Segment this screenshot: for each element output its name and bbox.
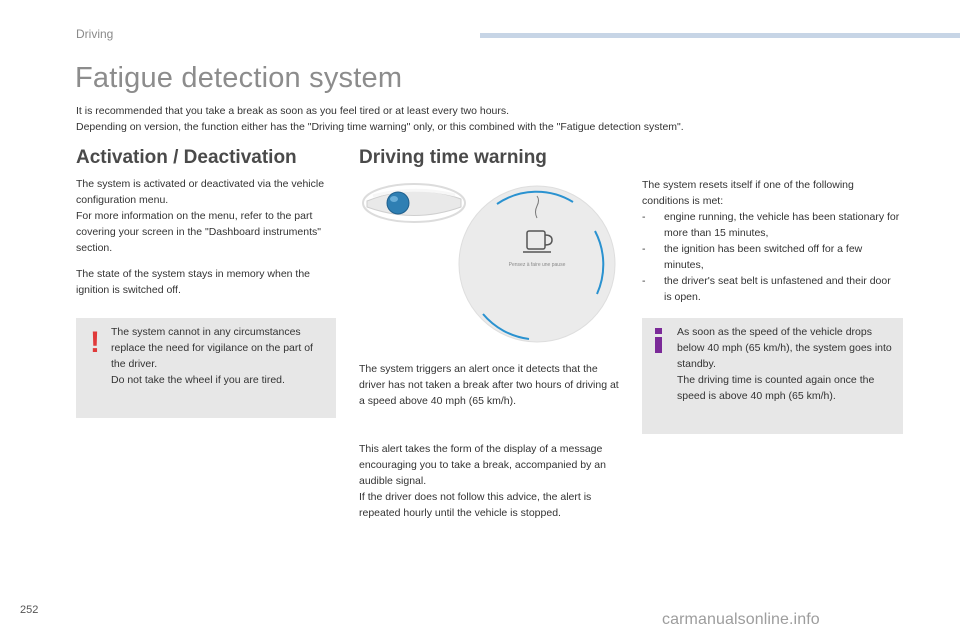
driving-time-para-3: If the driver does not follow this advice, the alert is repeated hourly until the vehicle is stopped. <box>359 491 592 519</box>
activation-text <box>76 176 336 298</box>
warning-line-1: The system cannot in any circumstances replace the need for vigilance on the part of the driver. <box>111 326 313 370</box>
reset-conditions-list <box>642 209 900 305</box>
intro-line-2: Depending on version, the function either has the "Driving time warning" only, or this combined with the "Fatigue detection system". <box>76 121 684 133</box>
intro-text <box>76 103 936 135</box>
warning-icon: ! <box>90 326 100 359</box>
driving-time-para-2: This alert takes the form of the display of a message encouraging you to take a break, accompanied by an audible signal. <box>359 443 606 487</box>
driving-time-text <box>359 441 609 521</box>
driving-time-para-1: The system triggers an alert once it detects that the driver has not taken a break after two hours of driving at a speed above 40 mph (65 km/h). <box>359 363 619 407</box>
info-box <box>642 318 903 434</box>
reset-condition-item: - the ignition has been switched off for a few minutes, <box>642 241 900 273</box>
page-title: Fatigue detection system <box>75 62 403 94</box>
section-label: Driving <box>76 27 114 41</box>
stalk-control <box>363 184 465 222</box>
info-icon <box>655 328 662 353</box>
activation-heading: Activation / Deactivation <box>76 147 297 168</box>
activation-para-1: The system is activated or deactivated via the vehicle configuration menu. <box>76 178 325 206</box>
warning-box <box>76 318 336 418</box>
driving-time-heading: Driving time warning <box>359 147 547 168</box>
info-text <box>677 324 897 404</box>
watermark: carmanualsonline.info <box>662 611 820 628</box>
header-accent-bar <box>480 33 960 38</box>
reset-condition-item: - engine running, the vehicle has been stationary for more than 15 minutes, <box>642 209 900 241</box>
info-line-2: The driving time is counted again once the speed is above 40 mph (65 km/h). <box>677 374 875 402</box>
warning-line-2: Do not take the wheel if you are tired. <box>111 374 285 386</box>
reset-text <box>642 177 900 305</box>
info-line-1: As soon as the speed of the vehicle drops below 40 mph (65 km/h), the system goes into standby. <box>677 326 892 370</box>
warning-text <box>111 324 329 388</box>
illustration-message: Pensez à faire une pause <box>508 262 566 268</box>
intro-line-1: It is recommended that you take a break as soon as you feel tired or at least every two hours. <box>76 105 510 117</box>
page-number: 252 <box>20 604 39 616</box>
activation-para-2: For more information on the menu, refer to the part covering your screen in the "Dashboard instruments" section. <box>76 210 321 254</box>
reset-intro: The system resets itself if one of the following conditions is met: <box>642 179 854 207</box>
instrument-illustration <box>359 176 625 352</box>
activation-para-3: The state of the system stays in memory when the ignition is switched off. <box>76 268 311 296</box>
reset-condition-item: - the driver's seat belt is unfastened and their door is open. <box>642 273 900 305</box>
